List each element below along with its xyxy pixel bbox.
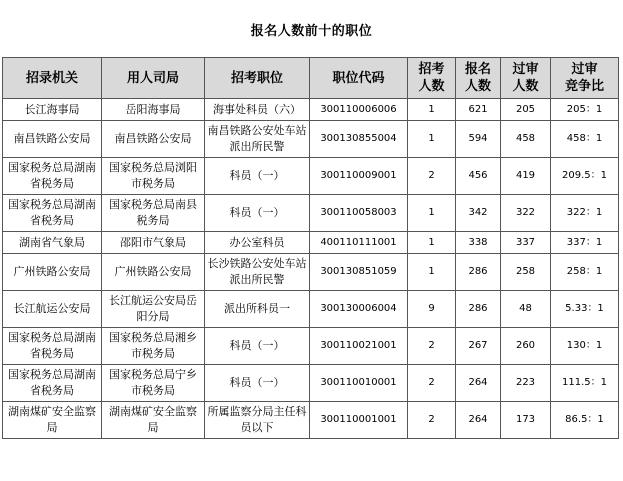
cell-position: 长沙铁路公安处车站派出所民警 bbox=[205, 254, 310, 291]
cell-ratio: 209.5：1 bbox=[551, 158, 619, 195]
cell-position: 海事处科员（六） bbox=[205, 99, 310, 121]
cell-department: 湖南煤矿安全监察局 bbox=[102, 402, 205, 439]
cell-agency: 国家税务总局湖南省税务局 bbox=[3, 328, 102, 365]
cell-code: 300110009001 bbox=[310, 158, 408, 195]
cell-recruit: 2 bbox=[408, 158, 456, 195]
table-row bbox=[3, 291, 619, 328]
table-row bbox=[3, 158, 619, 195]
cell-applicants: 286 bbox=[456, 254, 501, 291]
cell-agency: 湖南省气象局 bbox=[3, 232, 102, 254]
cell-agency: 广州铁路公安局 bbox=[3, 254, 102, 291]
header-position: 招考职位 bbox=[205, 58, 310, 99]
cell-recruit: 1 bbox=[408, 121, 456, 158]
cell-code: 300130855004 bbox=[310, 121, 408, 158]
cell-department: 国家税务总局南县税务局 bbox=[102, 195, 205, 232]
cell-code: 300110021001 bbox=[310, 328, 408, 365]
positions-table bbox=[2, 57, 619, 439]
cell-recruit: 2 bbox=[408, 365, 456, 402]
cell-ratio: 458：1 bbox=[551, 121, 619, 158]
cell-applicants: 264 bbox=[456, 365, 501, 402]
cell-ratio: 337：1 bbox=[551, 232, 619, 254]
header-applicants: 报名 人数 bbox=[456, 58, 501, 99]
table-row bbox=[3, 365, 619, 402]
cell-code: 300130006004 bbox=[310, 291, 408, 328]
cell-approved: 419 bbox=[501, 158, 551, 195]
header-ratio: 过审 竞争比 bbox=[551, 58, 619, 99]
cell-agency: 长江海事局 bbox=[3, 99, 102, 121]
cell-ratio: 111.5：1 bbox=[551, 365, 619, 402]
header-department: 用人司局 bbox=[102, 58, 205, 99]
cell-ratio: 86.5：1 bbox=[551, 402, 619, 439]
cell-recruit: 1 bbox=[408, 99, 456, 121]
cell-position: 南昌铁路公安处车站派出所民警 bbox=[205, 121, 310, 158]
cell-ratio: 258：1 bbox=[551, 254, 619, 291]
cell-position: 所属监察分局主任科员以下 bbox=[205, 402, 310, 439]
cell-code: 300110058003 bbox=[310, 195, 408, 232]
cell-applicants: 338 bbox=[456, 232, 501, 254]
cell-position: 科员（一） bbox=[205, 328, 310, 365]
cell-ratio: 130：1 bbox=[551, 328, 619, 365]
table-row bbox=[3, 402, 619, 439]
cell-recruit: 1 bbox=[408, 195, 456, 232]
table-row bbox=[3, 121, 619, 158]
cell-agency: 湖南煤矿安全监察局 bbox=[3, 402, 102, 439]
cell-position: 派出所科员一 bbox=[205, 291, 310, 328]
cell-department: 国家税务总局湘乡市税务局 bbox=[102, 328, 205, 365]
document-title: 报名人数前十的职位 bbox=[250, 24, 373, 39]
cell-ratio: 322：1 bbox=[551, 195, 619, 232]
cell-position: 科员（一） bbox=[205, 158, 310, 195]
cell-applicants: 342 bbox=[456, 195, 501, 232]
cell-position: 办公室科员 bbox=[205, 232, 310, 254]
cell-approved: 173 bbox=[501, 402, 551, 439]
cell-applicants: 267 bbox=[456, 328, 501, 365]
cell-department: 国家税务总局浏阳市税务局 bbox=[102, 158, 205, 195]
cell-approved: 205 bbox=[501, 99, 551, 121]
cell-ratio: 5.33：1 bbox=[551, 291, 619, 328]
cell-applicants: 286 bbox=[456, 291, 501, 328]
cell-approved: 223 bbox=[501, 365, 551, 402]
cell-applicants: 621 bbox=[456, 99, 501, 121]
header-approved: 过审 人数 bbox=[501, 58, 551, 99]
cell-department: 岳阳海事局 bbox=[102, 99, 205, 121]
cell-department: 广州铁路公安局 bbox=[102, 254, 205, 291]
table-row bbox=[3, 254, 619, 291]
cell-approved: 48 bbox=[501, 291, 551, 328]
cell-department: 南昌铁路公安局 bbox=[102, 121, 205, 158]
cell-agency: 国家税务总局湖南省税务局 bbox=[3, 365, 102, 402]
cell-recruit: 2 bbox=[408, 328, 456, 365]
cell-recruit: 1 bbox=[408, 232, 456, 254]
cell-applicants: 456 bbox=[456, 158, 501, 195]
cell-ratio: 205：1 bbox=[551, 99, 619, 121]
table-row bbox=[3, 99, 619, 121]
header-row bbox=[3, 58, 619, 99]
header-code: 职位代码 bbox=[310, 58, 408, 99]
cell-agency: 国家税务总局湖南省税务局 bbox=[3, 158, 102, 195]
cell-code: 300110006006 bbox=[310, 99, 408, 121]
cell-approved: 322 bbox=[501, 195, 551, 232]
cell-agency: 国家税务总局湖南省税务局 bbox=[3, 195, 102, 232]
cell-recruit: 2 bbox=[408, 402, 456, 439]
cell-department: 国家税务总局宁乡市税务局 bbox=[102, 365, 205, 402]
table-row bbox=[3, 195, 619, 232]
cell-recruit: 1 bbox=[408, 254, 456, 291]
cell-approved: 260 bbox=[501, 328, 551, 365]
header-agency: 招录机关 bbox=[3, 58, 102, 99]
cell-position: 科员（一） bbox=[205, 365, 310, 402]
cell-agency: 长江航运公安局 bbox=[3, 291, 102, 328]
cell-approved: 337 bbox=[501, 232, 551, 254]
cell-approved: 458 bbox=[501, 121, 551, 158]
cell-approved: 258 bbox=[501, 254, 551, 291]
cell-code: 300110001001 bbox=[310, 402, 408, 439]
cell-recruit: 9 bbox=[408, 291, 456, 328]
table-row bbox=[3, 328, 619, 365]
header-recruit: 招考 人数 bbox=[408, 58, 456, 99]
cell-code: 300130851059 bbox=[310, 254, 408, 291]
cell-department: 邵阳市气象局 bbox=[102, 232, 205, 254]
cell-agency: 南昌铁路公安局 bbox=[3, 121, 102, 158]
table-row bbox=[3, 232, 619, 254]
cell-department: 长江航运公安局岳阳分局 bbox=[102, 291, 205, 328]
cell-code: 300110010001 bbox=[310, 365, 408, 402]
cell-applicants: 594 bbox=[456, 121, 501, 158]
cell-position: 科员（一） bbox=[205, 195, 310, 232]
cell-code: 400110111001 bbox=[310, 232, 408, 254]
cell-applicants: 264 bbox=[456, 402, 501, 439]
